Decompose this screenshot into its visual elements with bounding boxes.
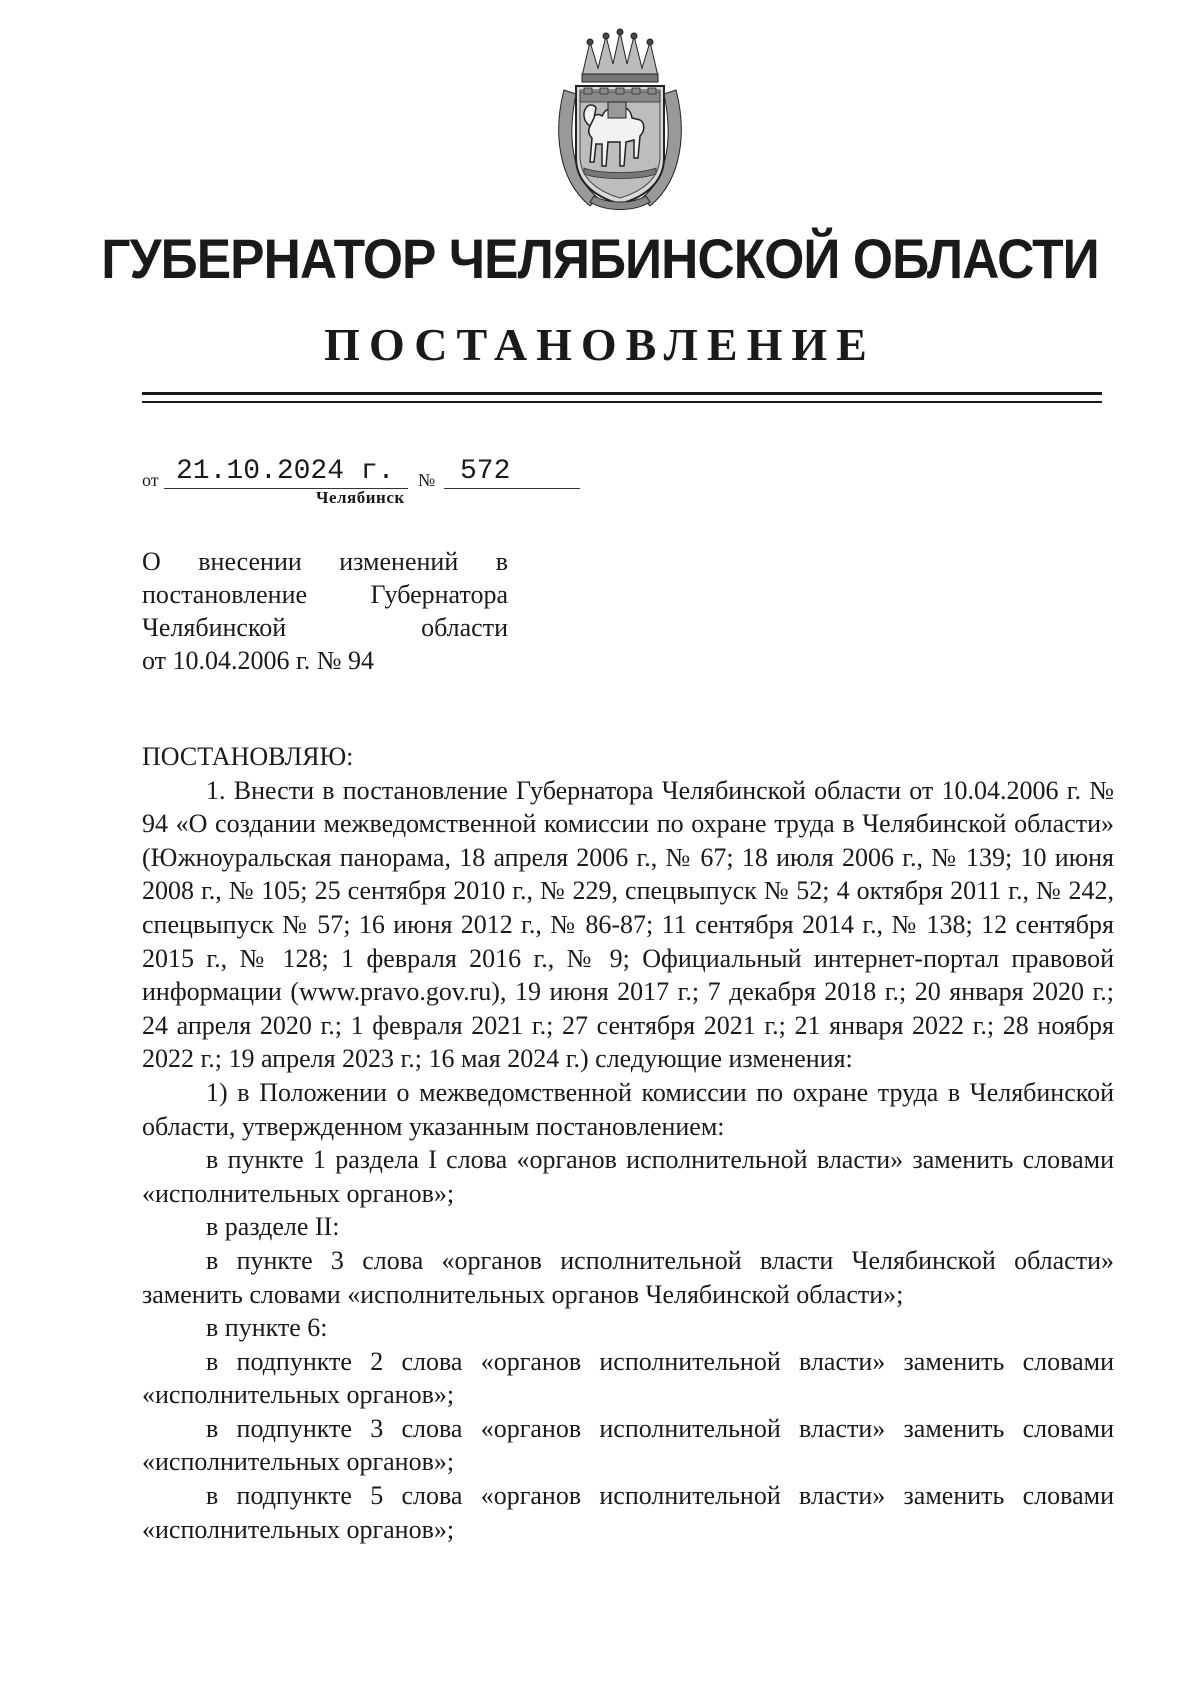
subject-line: от 10.04.2006 г. № 94 [142,646,375,675]
coat-of-arms-icon [550,28,690,213]
body-paragraph: в пункте 3 слова «органов исполнительной власти Челябинской области» заменить словами «исполнительных органов Челябинской области»; [142,1245,1114,1309]
body-paragraph: в пункте 6: [206,1313,328,1343]
issue-city: Челябинск [316,488,405,507]
number-label: № [418,470,436,490]
issuing-authority-title: ГУБЕРНАТОР ЧЕЛЯБИНСКОЙ ОБЛАСТИ [101,227,1099,290]
body-paragraph: в подпункте 3 слова «органов исполнительной власти» заменить словами «исполнительных органов»; [142,1413,1114,1477]
subject-line: О внесении изменений в [142,547,508,576]
body-paragraph: в разделе II: [206,1212,340,1242]
document-subject [142,545,508,677]
body-paragraph: в пункте 1 раздела I слова «органов исполнительной власти» заменить словами «исполнительных органов»; [142,1145,1114,1208]
coat-of-arms-emblem [550,28,690,213]
header-divider-thin [142,401,1102,403]
body-paragraph: в подпункте 5 слова «органов исполнительной власти» заменить словами «исполнительных органов»; [142,1481,1114,1544]
document-number: 572 [444,456,580,489]
subject-line: Челябинской области [142,613,508,642]
resolution-heading: ПОСТАНОВЛЯЮ: [142,742,354,771]
document-body [142,740,1114,1546]
subject-line: постановление Губернатора [142,580,508,609]
header-divider-thick [142,392,1102,395]
document-type-title: ПОСТАНОВЛЕНИЕ [324,319,876,370]
body-paragraph: 1) в Положении о межведомственной комиссии по охране труда в Челябинской области, утвержденном указанным постановлением: [142,1077,1114,1141]
body-paragraph: 1. Внести в постановление Губернатора Челябинской области от 10.04.2006 г. № 94 «О создании межведомственной комиссии по охране труда в Челябинской области» (Южноуральская панорама, 18 апреля 2006 г., № 67; 18 июля 2006 г., № 139; 10 июня 2008 г., № 105; 25 сентября 2010 г., № 229, спецвыпуск № 52; 4 октября 2011 г., № 242, спецвыпуск № 57; 16 июня 2012 г., № 86-87; 11 сентября 2014 г., № 138; 12 сентября 2015 г., № 128; 1 февраля 2016 г., № 9; Официальный интернет-портал правовой информации (www.pravo.gov.ru), 19 июня 2017 г.; 7 декабря 2018 г.; 20 января 2020 г.; 24 апреля 2020 г.; 1 февраля 2021 г.; 27 сентября 2021 г.; 21 января 2022 г.; 28 ноября 2022 г.; 19 апреля 2023 г.; 16 мая 2024 г.) следующие изменения: [142,775,1114,1074]
date-prefix-label: от [142,470,159,490]
document-date: 21.10.2024 г. [164,456,408,489]
body-paragraph: в подпункте 2 слова «органов исполнительной власти» заменить словами «исполнительных органов»; [142,1346,1114,1410]
